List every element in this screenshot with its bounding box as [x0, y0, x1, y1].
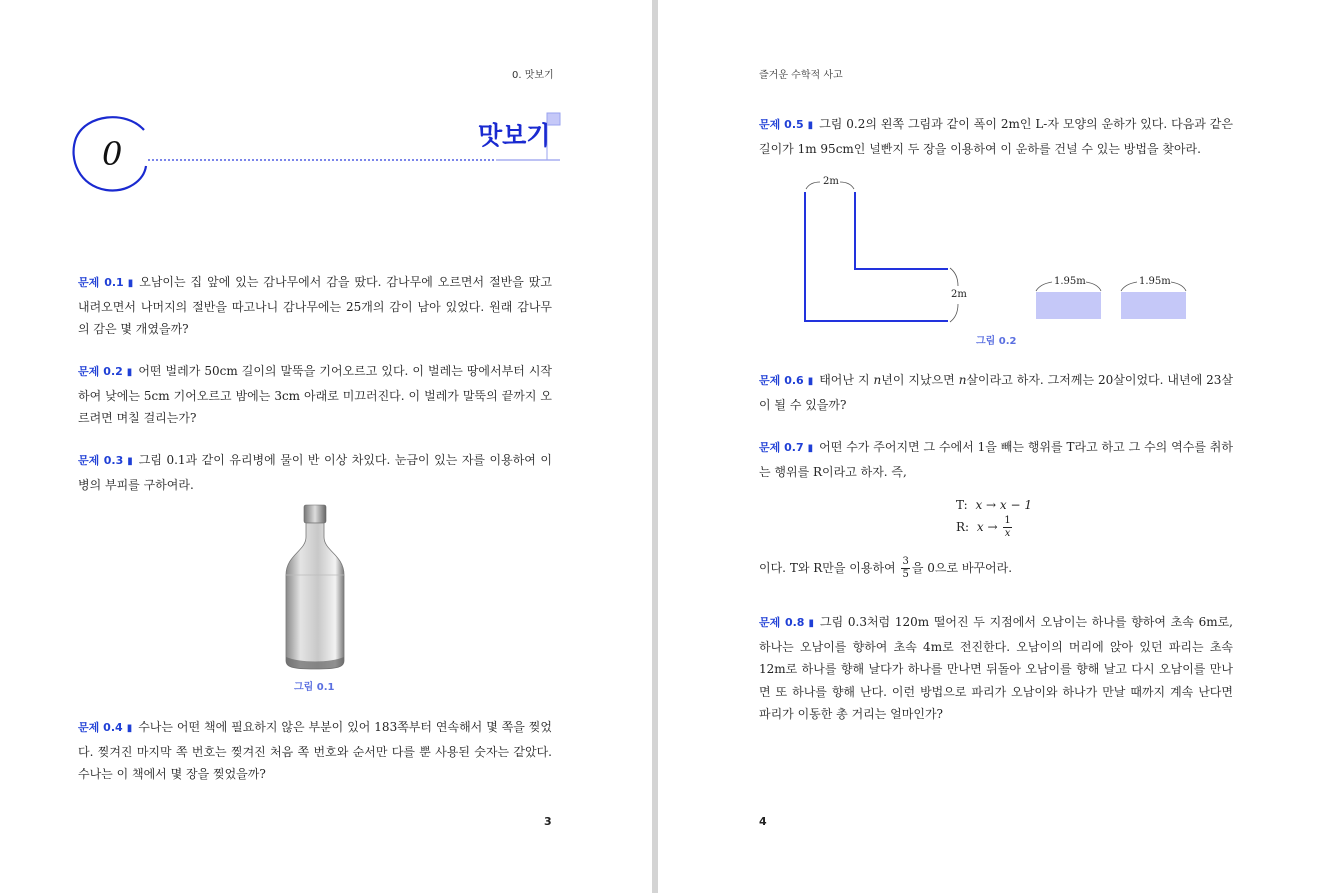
page-number-left: 3: [544, 815, 552, 828]
problem-label: 문제 0.4: [78, 721, 123, 734]
problem-label: 문제 0.6: [759, 374, 804, 387]
problem-label: 문제 0.5: [759, 118, 804, 131]
problem-marker: ▮: [126, 723, 133, 734]
operation-t-name: T:: [956, 498, 968, 512]
figure-caption-0-1: 그림 0.1: [294, 682, 335, 693]
figure-caption-0-2: 그림 0.2: [976, 336, 1017, 347]
problem-0-8: [759, 611, 1233, 726]
plank-1-label: 1.95m: [1054, 276, 1086, 287]
plank-1: [1036, 292, 1101, 319]
problem-text-c: 살이라고 하자. 그저께는 20살이었다. 내년에 23살이 될 수 있을까?: [759, 373, 1233, 412]
problem-marker: ▮: [807, 120, 814, 131]
conclusion-text-a: 이다. T와 R만을 이용하여: [759, 561, 900, 575]
problem-0-4: [78, 716, 552, 786]
three-fifths-fraction: [901, 556, 909, 581]
operation-r: [956, 515, 1032, 540]
chapter-title: 맛보기: [478, 121, 551, 150]
problem-label: 문제 0.7: [759, 441, 804, 454]
problem-0-7-conclusion: [759, 556, 1233, 581]
operation-r-fraction: [1003, 515, 1011, 540]
problem-label: 문제 0.8: [759, 616, 805, 629]
canal-figure: [798, 172, 1198, 332]
problem-label: 문제 0.1: [78, 276, 124, 289]
width-top-label: 2m: [823, 176, 839, 187]
problem-text: 어떤 벌레가 50cm 길이의 말뚝을 기어오르고 있다. 이 벌레는 땅에서부터 시작하여 낮에는 5cm 기어오르고 밤에는 3cm 아래로 미끄러진다. 이 벌레가 말뚝의 끝까지 오르려면 며칠 걸리는가?: [78, 364, 552, 425]
problem-0-3: [78, 449, 552, 496]
problem-0-6: [759, 369, 1233, 416]
problem-marker: ▮: [807, 443, 814, 454]
operation-definitions: [956, 495, 1032, 540]
left-page: [0, 0, 652, 893]
canal-inner-edge: [855, 192, 948, 269]
operation-t-expr: x → x − 1: [975, 498, 1032, 512]
problem-marker: ▮: [808, 618, 814, 629]
plank-2-label: 1.95m: [1139, 276, 1171, 287]
bottle-cap: [304, 505, 326, 523]
fraction-numerator: 3: [902, 556, 909, 567]
width-right-label: 2m: [951, 289, 967, 300]
problem-marker: ▮: [126, 367, 133, 378]
math-variable-n: n: [958, 373, 967, 387]
bottle-figure: [280, 503, 350, 671]
problem-label: 문제 0.2: [78, 365, 123, 378]
problem-marker: ▮: [127, 278, 134, 289]
operation-r-name: R:: [956, 520, 970, 534]
right-page: [658, 0, 1319, 893]
problem-text-b: 년이 지났으면: [881, 373, 959, 387]
conclusion-text-b: 을 0으로 바꾸어라.: [911, 561, 1013, 575]
problem-text: 수나는 어떤 책에 필요하지 않은 부분이 있어 183쪽부터 연속해서 몇 쪽을 찢었다. 찢겨진 마지막 쪽 번호는 찢겨진 처음 쪽 번호와 순서만 다를 뿐 사용된 숫자는 같았다. 수나는 이 책에서 몇 장을 찢었을까?: [78, 720, 552, 781]
math-variable-n: n: [873, 373, 882, 387]
problem-text: 오남이는 집 앞에 있는 감나무에서 감을 땄다. 감나무에 오르면서 절반을 땄고 내려오면서 나머지의 절반을 따고나니 감나무에는 25개의 감이 남아 있었다. 원래 감나무의 감은 몇 개였을까?: [78, 275, 552, 336]
fraction-numerator: 1: [1004, 515, 1011, 526]
running-header-left: 0. 맛보기: [512, 70, 554, 81]
problem-0-5: [759, 113, 1233, 160]
fraction-denominator: x: [1004, 528, 1011, 539]
problem-marker: ▮: [807, 376, 814, 387]
page-number-right: 4: [759, 815, 767, 828]
canal-outer-edge: [805, 192, 948, 321]
fraction-denominator: 5: [902, 569, 909, 580]
problem-text: 어떤 수가 주어지면 그 수에서 1을 빼는 행위를 T라고 하고 그 수의 역수를 취하는 행위를 R이라고 하자. 즉,: [759, 440, 1233, 479]
plank-2: [1121, 292, 1186, 319]
problem-text: 그림 0.3처럼 120m 떨어진 두 지점에서 오남이는 하나를 향하여 초속 6m로, 하나는 오남이를 향하여 초속 4m로 전진한다. 오남이의 머리에 앉아 있던 파리는 초속 12m로 하나를 향해 날다가 하나를 만나면 뒤돌아 오남이를 향해 날고 다시 오남이를 만나면 또 하나를 향해 난다. 이런 방법으로 파리가 오남이와 하나가 만날 때까지 계속 난다면 파리가 이동한 총 거리는 얼마인가?: [759, 615, 1233, 721]
problem-text: 그림 0.1과 같이 유리병에 물이 반 이상 차있다. 눈금이 있는 자를 이용하여 이 병의 부피를 구하여라.: [78, 453, 552, 492]
problem-0-7: [759, 436, 1233, 483]
operation-t: [956, 495, 1032, 515]
running-header-right: 즐거운 수학적 사고: [759, 70, 843, 81]
problem-0-1: [78, 271, 552, 341]
bottle-body: [286, 523, 344, 669]
problem-text: 그림 0.2의 왼쪽 그림과 같이 폭이 2m인 L-자 모양의 운하가 있다. 다음과 같은 길이가 1m 95cm인 널빤지 두 장을 이용하여 이 운하를 건널 수 있는 방법을 찾아라.: [759, 117, 1233, 156]
problem-marker: ▮: [127, 456, 133, 467]
operation-r-lhs: x →: [976, 520, 998, 534]
chapter-number: 0: [102, 135, 123, 173]
problem-text-a: 태어난 지: [819, 373, 874, 387]
problem-label: 문제 0.3: [78, 454, 124, 467]
problem-0-2: [78, 360, 552, 430]
